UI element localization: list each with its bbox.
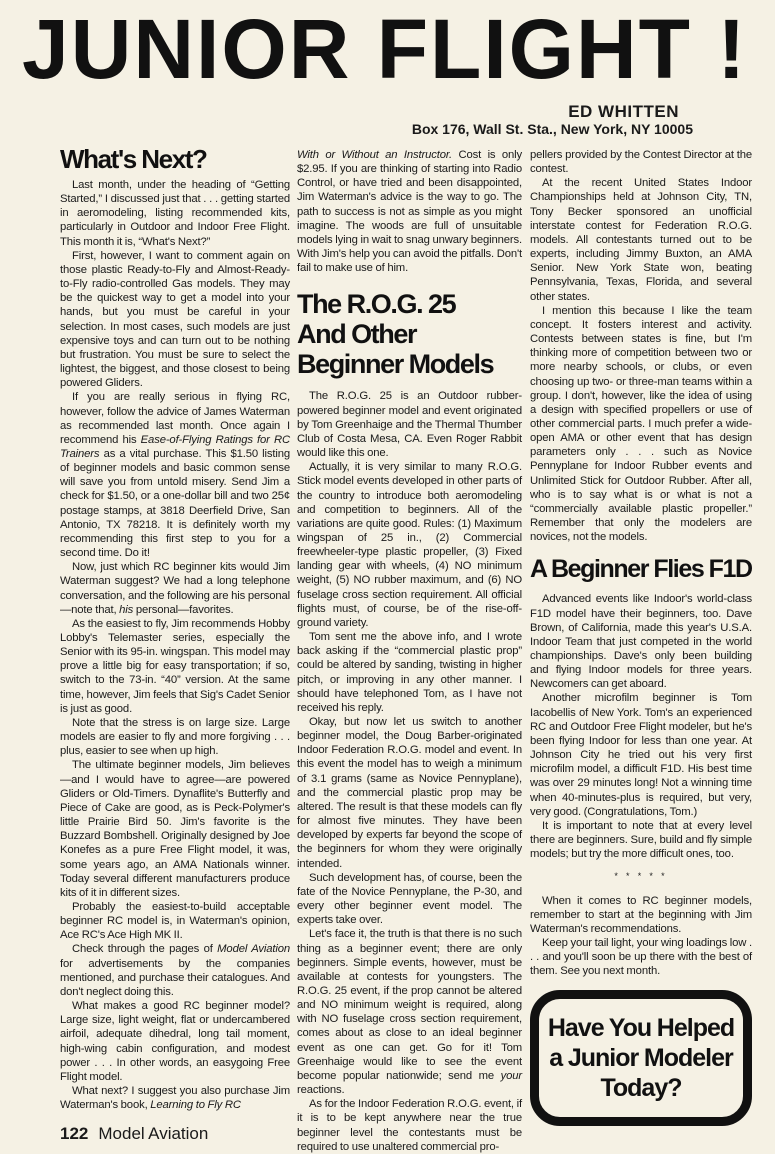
- callout-box: [530, 990, 752, 1126]
- italic-text: your: [500, 1069, 522, 1082]
- paragraph: As the easiest to fly, Jim recommends Hobby Lobby's Telemaster series, especially the Senior with its 95-in. wingspan. This model may prove a little big for easy transportation; if so, switch to the 73-in. “40” version. At the same time, however, Jim feels that Sig's Cadet Senior is just as good.: [60, 617, 290, 715]
- paragraph: At the recent United States Indoor Championships held at Johnson City, TN, Tony Becker sponsored an unofficial interstate contest for Federation R.O.G. models. All contestants turned out to be experts, including Jimmy Buxton, an AMA Senior. New York State won, beating Pennsylvania, Texas, Florida, and several other states.: [530, 177, 752, 303]
- section-separator: * * * * *: [614, 871, 668, 882]
- magazine-name: Model Aviation: [98, 1124, 209, 1144]
- paragraph: Such development has, of course, been the fate of the Novice Pennyplane, the P-30, and every other beginner event model. The experts take over.: [297, 871, 522, 927]
- section-heading-rog-25: [297, 289, 522, 379]
- paragraph: Now, just which RC beginner kits would Jim Waterman suggest? We had a long telephone conversation, and the following are his personal—note that, his personal—favorites.: [60, 561, 290, 616]
- paragraph: I mention this because I like the team concept. It fosters interest and activity. Contests between states is fine, but I'm thinking more of competition between two or more nearby schools, or clubs, or even choosing up two- or three-man teams within a group. I don't, however, like the idea of using a design with specified propellers or use of other commercial parts. I much prefer a wide-open AMA or other event that has design parameters only . . . such as Novice Pennyplane for Indoor Rubber events and Unlimited Stick for Outdoor Rubber. After all, who is to say what is or what is not a “commercially available plastic propeller.” Remember that only the modelers are novices, not the models.: [530, 304, 752, 544]
- paragraph: Probably the easiest-to-build acceptable beginner RC model is, in Waterman's opinion, Ace RC's Ace High MK II.: [60, 900, 290, 942]
- paragraph: Check through the pages of Model Aviation for advertisements by the companies mentioned, and purchase their catalogues. And don't neglect doing this.: [60, 943, 291, 998]
- article-body: [530, 592, 752, 861]
- paragraph: Tom sent me the above info, and I wrote back asking if the “commercial plastic prop” could be altered by sanding, twisting in higher pitch, or improving in any other manner. I should have telephoned Tom, as I have not received his reply.: [297, 631, 522, 714]
- page-footer: [60, 1124, 290, 1144]
- paragraph: pellers provided by the Contest Director at the contest.: [530, 149, 752, 176]
- heading-line: And Other: [297, 319, 417, 350]
- section-heading-f1d: A Beginner Flies F1D: [530, 555, 752, 584]
- italic-text: his: [119, 603, 134, 616]
- article-body: [60, 178, 290, 1112]
- callout-line: a Junior Modeler: [549, 1044, 733, 1073]
- article-body: [297, 389, 522, 1153]
- column-3: [530, 140, 752, 1126]
- paragraph: The R.O.G. 25 is an Outdoor rubber-powered beginner model and event originated by Tom Greenhaige and the Thermal Thumber Club of Costa Mesa, CA. Even Roger Rabbit would like this one.: [297, 390, 522, 460]
- page-title: JUNIOR FLIGHT !: [22, 2, 748, 96]
- paragraph: First, however, I want to comment again on those plastic Ready-to-Fly and Almost-Ready-to-Fly radio-controlled Gas models. They may be the quickest way to get a model into your hands, but you must be careful in your selection. In most cases, such models are just expensive toys and can turn out to be nothing but frustration. You must be sure to select the lightest, the biggest, and those closest to being powered Gliders.: [60, 249, 290, 390]
- article-body-continued: [297, 148, 522, 275]
- paragraph: What makes a good RC beginner model? Large size, light weight, flat or undercambered airfoil, adequate dihedral, long tail moment, high-wing cabin configuration, and modest power . . . In other words, an easygoing Free Flight model.: [60, 1000, 290, 1083]
- paragraph: Keep your tail light, your wing loadings low . . . and you'll soon be up there with the best of them. See you next month.: [530, 936, 752, 978]
- article-body: [530, 894, 752, 979]
- heading-line: The R.O.G. 25: [297, 289, 456, 320]
- heading-line: Beginner Models: [297, 349, 494, 380]
- paragraph: If you are really serious in flying RC, however, follow the advice of James Waterman as recommended last month. Once again I recommend his Ease-of-Flying Ratings for RC Trainers as a vital purchase. This $1.50 listing of beginner models and basic common sense will save you from untold misery. Send Jim a check for $1.50, or a one-dollar bill and two 25¢ postage stamps, at 3818 Deerfield Drive, San Antonio, TX 78218. It is definitely worth my recommending this first step to you for a second time. Do it!: [60, 391, 290, 560]
- article-columns: [60, 140, 752, 1154]
- paragraph: With or Without an Instructor. Cost is only $2.95. If you are thinking of starting into Radio Control, or have tried and been disappointed, Jim Waterman's advice is the way to go. The path to success is not as simple as you might imagine. The woods are full of unsuitable models lying in wait to snag unwary beginners. With Jim's help you can avoid the pitfalls. Don't fail to make use of him.: [297, 149, 523, 275]
- paragraph: Advanced events like Indoor's world-class F1D model have their beginners, too. Dave Brown, of California, made this year's U.S.A. Indoor Team that just competed in the world championships. Dave's only been building and flying Indoor models for three years. Newcomers can get aboard.: [530, 593, 752, 691]
- paragraph: Last month, under the heading of “Getting Started,” I discussed just that . . . getting started in aeromodeling, listing recommended kits, particularly in Outdoor and Indoor Free Flight. This month it is, “What's Next?”: [60, 179, 290, 248]
- paragraph: Another microfilm beginner is Tom Iacobellis of New York. Tom's an experienced RC and Outdoor Free Flight modeler, but he's been flying Indoor for less than one year. At Johnson City he tried out his very first microfilm model, a difficult F1D. His best time was over 29 minutes long! Not a winning time when 40-minutes-plus is required, but very, very good. (Congratulations, Tom.): [530, 692, 752, 818]
- paragraph: Let's face it, the truth is that there is no such thing as a beginner event; there are only beginners. Simple events, however, must be available at contests for youngsters. The R.O.G. 25 event, if the prop cannot be altered and NO minimum weight is required, along with NO fuselage cross section requirement, comes about as close to an ideal beginner event as one can get. Go for it! Tom Greenhaige would like to see the event become popular nationwide; send me your reactions.: [297, 928, 522, 1097]
- paragraph: The ultimate beginner models, Jim believes—and I would have to agree—are powered Gliders or Old-Timers. Dynaflite's Butterfly and Piece of Cake are good, as is Peck-Polymer's little Prairie Bird 50. Jim's favorite is the Buzzard Bombshell. Originally designed by Joe Konefes as a pure Free Flight model, it was, some years ago, an AMA Nationals winner. Today several different manufacturers produce kits of it in different sizes.: [60, 759, 290, 899]
- paragraph: As for the Indoor Federation R.O.G. event, if it is to be kept anywhere near the true beginner level the contestants must be required to use unaltered commercial pro-: [297, 1098, 522, 1153]
- paragraph: Actually, it is very similar to many R.O.G. Stick model events developed in other parts of the country to introduce both aeromodeling and competition to beginners. All of the variations are quite good. Rules: (1) Maximum wingspan of 25 in., (2) Commercial freewheeler-type plastic propeller, (3) Fixed landing gear with wheels, (4) NO minimum weight, (5) NO rubber maximum, and (6) NO fuselage cross section requirement. All official flights must, of course, be of the rise-off-ground variety.: [297, 461, 522, 629]
- paragraph: What next? I suggest you also purchase Jim Waterman's book, Learning to Fly RC: [60, 1085, 290, 1112]
- callout-line: Have You Helped: [547, 1014, 735, 1043]
- article-body: [530, 176, 752, 544]
- paragraph: It is important to note that at every level there are beginners. Sure, build and fly simple models; but try the more difficult ones, too.: [530, 819, 752, 861]
- section-heading-whats-next: What's Next?: [60, 144, 207, 174]
- italic-text: Ease-of-Flying Ratings for RC Trainers: [60, 433, 290, 460]
- author-name: ED WHITTEN: [568, 102, 679, 121]
- italic-text: Learning to Fly RC: [150, 1099, 241, 1112]
- paragraph: Note that the stress is on large size. Large models are easier to fly and more forgiving . . . plus, easier to see when up high.: [60, 716, 290, 758]
- italic-text: Model Aviation: [217, 943, 291, 956]
- callout-line: Today?: [600, 1074, 682, 1103]
- page-number: 122: [60, 1124, 89, 1144]
- column-2: [297, 140, 522, 1154]
- italic-text: With or Without an Instructor.: [297, 149, 453, 161]
- paragraph: Okay, but now let us switch to another beginner model, the Doug Barber-originated Indoor Federation R.O.G. model and event. In this event the model has to weigh a minimum of 3.1 grams (same as Novice Pennyplane), and the commercial plastic prop may be altered. The result is that these models can fly for almost five minutes. They have been developed by experts far beyond the scope of the beginners for whom they were originally intended.: [297, 716, 522, 870]
- author-address: Box 176, Wall St. Sta., New York, NY 10005: [411, 121, 693, 137]
- byline: [412, 102, 693, 137]
- paragraph: When it comes to RC beginner models, remember to start at the beginning with Jim Waterman's recommendations.: [530, 894, 752, 935]
- column-1: [60, 140, 290, 1144]
- article-body-continued: [530, 148, 752, 176]
